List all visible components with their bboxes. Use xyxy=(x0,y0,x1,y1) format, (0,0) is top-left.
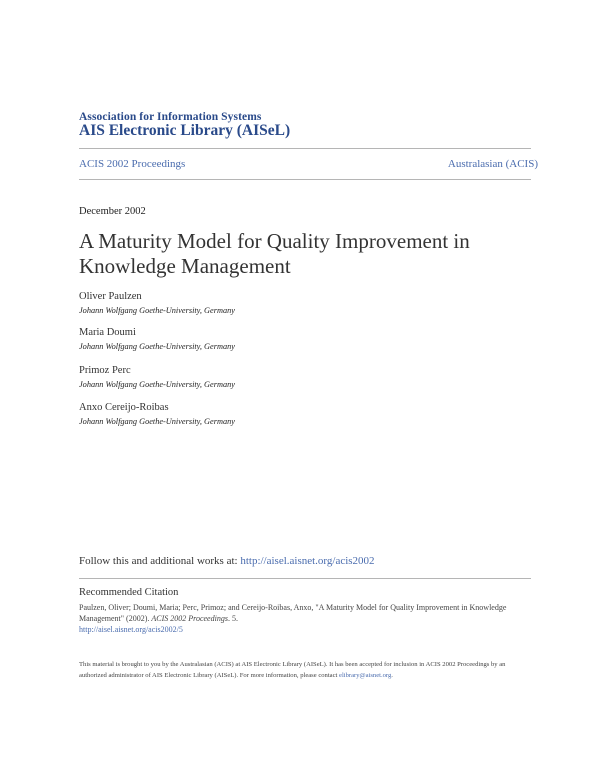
association-name: Association for Information Systems xyxy=(79,111,262,123)
follow-text: Follow this and additional works at: xyxy=(79,555,241,567)
citation-link[interactable]: http://aisel.aisnet.org/acis2002/5 xyxy=(79,625,183,634)
citation-tail: . 5. xyxy=(227,614,238,623)
author-affiliation: Johann Wolfgang Goethe-University, Germany xyxy=(79,417,235,426)
publication-date: December 2002 xyxy=(79,206,146,217)
notice-end: . xyxy=(391,672,393,679)
contact-email-link[interactable]: elibrary@aisnet.org xyxy=(339,672,392,679)
proceedings-link[interactable]: ACIS 2002 Proceedings xyxy=(79,158,186,170)
citation-divider xyxy=(79,578,531,579)
author-name: Maria Doumi xyxy=(79,327,136,338)
recommended-citation-heading: Recommended Citation xyxy=(79,587,179,598)
author-block xyxy=(79,326,235,352)
citation-text xyxy=(79,602,529,635)
author-affiliation: Johann Wolfgang Goethe-University, Germany xyxy=(79,306,235,315)
header-divider-bottom xyxy=(79,179,531,180)
follow-link[interactable]: http://aisel.aisnet.org/acis2002 xyxy=(240,555,375,567)
author-block xyxy=(79,401,235,427)
author-name: Oliver Paulzen xyxy=(79,291,142,302)
citation-source: ACIS 2002 Proceedings xyxy=(151,614,228,623)
library-name[interactable]: AIS Electronic Library (AISeL) xyxy=(79,122,291,139)
author-block xyxy=(79,290,235,316)
notice-text: This material is brought to you by the Australasian (ACIS) at AIS Electronic Library (AISeL). It has been accepted for inclusion in ACIS 2002 Proceedings by an authorized administrator of AIS Electronic Library (AISeL). For more information, please contact xyxy=(79,661,506,679)
citation-main: Paulzen, Oliver; Doumi, Maria; Perc, Primoz; and Cereijo-Roibas, Anxo, "A Maturity Model for Quality Improvement in Knowledge Management" (2002). xyxy=(79,603,507,623)
conference-link[interactable]: Australasian (ACIS) xyxy=(447,158,538,170)
author-affiliation: Johann Wolfgang Goethe-University, Germany xyxy=(79,342,235,351)
header-divider-top xyxy=(79,148,531,149)
author-affiliation: Johann Wolfgang Goethe-University, Germany xyxy=(79,380,235,389)
availability-notice xyxy=(79,659,529,681)
author-block xyxy=(79,364,235,390)
author-name: Primoz Perc xyxy=(79,365,131,376)
paper-title: A Maturity Model for Quality Improvement in Knowledge Management xyxy=(79,229,470,278)
follow-line xyxy=(79,555,375,567)
author-name: Anxo Cereijo-Roibas xyxy=(79,402,169,413)
